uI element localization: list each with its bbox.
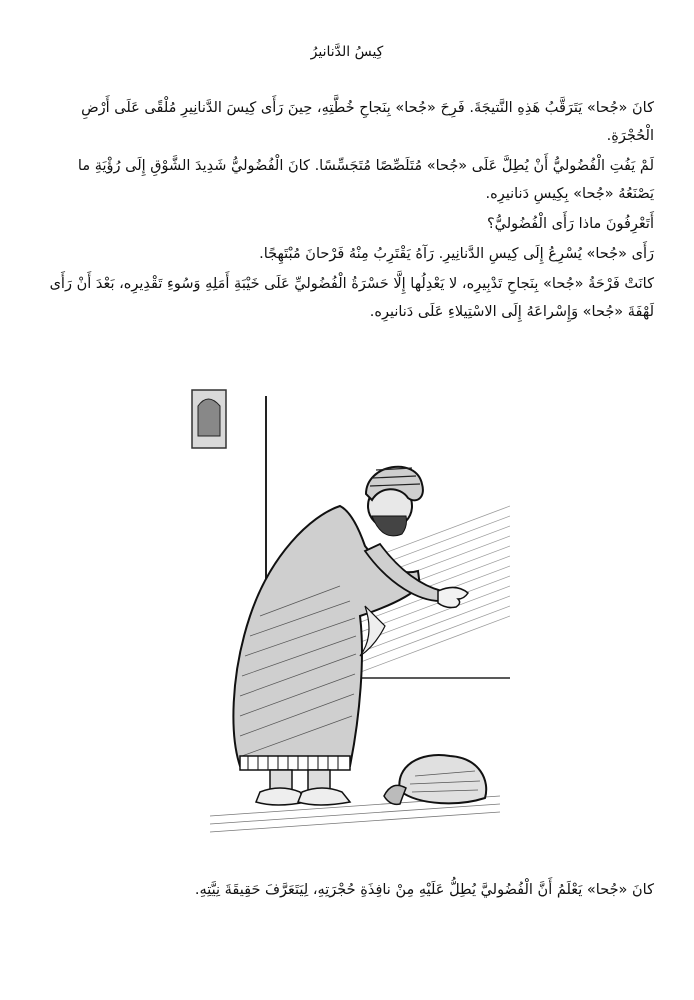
closing-paragraph: كانَ «جُحا» يَعْلَمُ أَنَّ الْفُضُوليَّ يُطِلُّ عَلَيْهِ مِنْ نافِذَةِ حُجْرَتِهِ، لِيَتَعَرَّفَ حَقِيقَةَ نِيَّتِهِ. xyxy=(194,882,654,898)
paragraph-1: كانَ «جُحا» يَتَرَقَّبُ هَذِهِ النَّتيجَةَ. فَرِحَ «جُحا» بِنَجاحِ خُطَّتِهِ، حِينَ رَأَى كِيسَ الدَّنانِيرِ مُلْقًى عَلَى أَرْضِ الْحُجْرَةِ. xyxy=(81,100,654,144)
paragraph-3: أَتَعْرِفُونَ ماذا رَأَى الْفُضُوليُّ؟ xyxy=(486,216,654,232)
paragraph-5: كانَتْ فَرْحَةُ «جُحا» بِنَجاحِ تَدْبِيرِه، لا يَعْدِلُها إِلَّا حَسْرَةُ الْفُضُوليِّ عَلَى خَيْبَةِ أَمَلِهِ وَسُوءِ تَقْدِيرِه، بَعْدَ أَنْ رَأَى لَهْفَةَ «جُحا» وَإِسْراعَهُ إِلَى الاسْتِيلاءِ عَلَى دَنانيرِه. xyxy=(49,276,654,320)
page-title: كِيسُ الدَّنانيرُ xyxy=(310,44,384,60)
paragraph-4: رَأَى «جُحا» يُسْرِعُ إِلَى كِيسِ الدَّنانِيرِ. رَآهُ يَقْتَرِبُ مِنْهُ فَرْحانَ مُبْتَهِجًا. xyxy=(259,246,654,262)
illustration-juha-and-purse xyxy=(190,386,510,836)
story-text xyxy=(40,94,654,328)
paragraph-2: لَمْ يَفُتِ الْفُضُوليُّ أَنْ يُطِلَّ عَلَى «جُحا» مُتَلَصِّصًا مُتَجَسِّسًا. كانَ الْفُضُوليُّ شَدِيدَ الشَّوْقِ إِلَى رُؤْيَةِ ما يَصْنَعُهُ «جُحا» بِكِيسِ دَنانيرِه. xyxy=(77,158,654,202)
